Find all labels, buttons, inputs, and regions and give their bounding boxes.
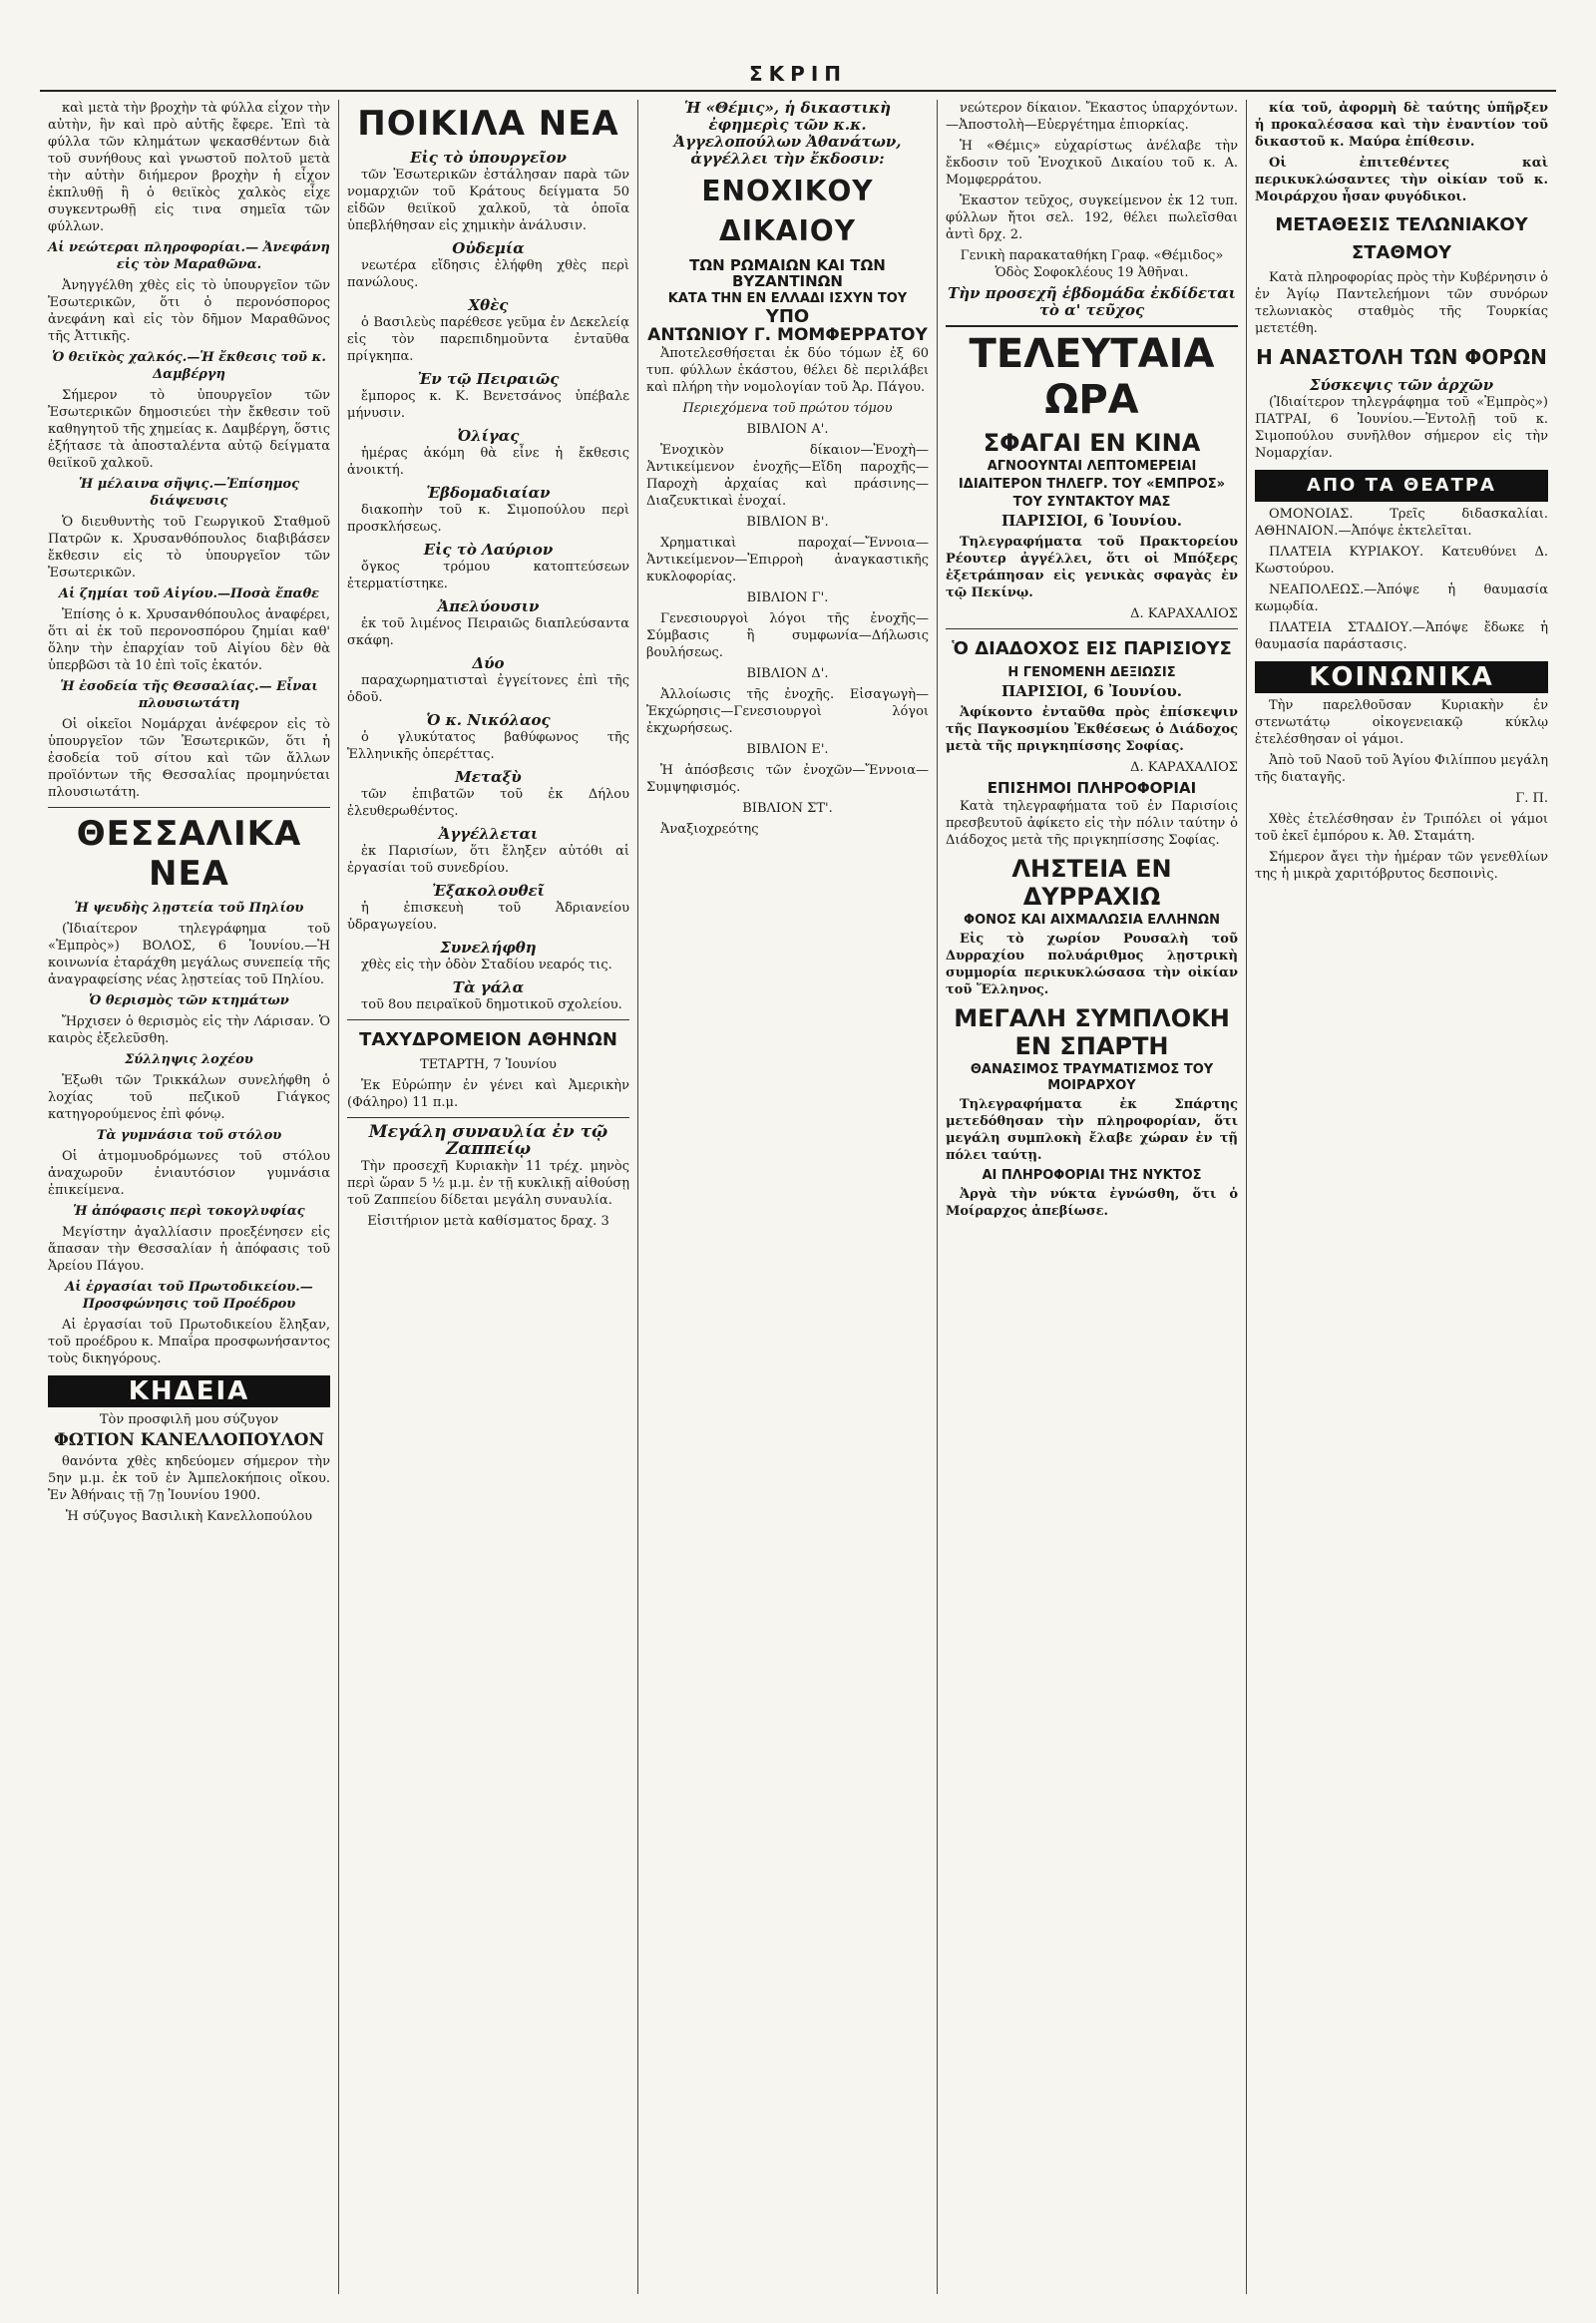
article-paragraph: Ἀποτελεσθήσεται ἐκ δύο τόμων ἐξ 60 τυπ. φύλλων ἑκάστου, θέλει δὲ περιλάβει καὶ πλήρη τὴν νομολογίαν τοῦ Ἀρ. Πάγου. xyxy=(646,346,929,395)
book-chapter: ΒΙΒΛΙΟΝ Α'. xyxy=(746,422,829,437)
article-paragraph: ΝΕΑΠΟΛΕΩΣ.—Ἀπόψε ἡ θαυμασία κωμῳδία. xyxy=(1255,582,1548,614)
article-heading: Ἡ ἀπόφασις περὶ τοκογλυφίας xyxy=(73,1204,305,1219)
article-heading: Αἱ νεώτεραι πληροφορίαι.— Ἀνεφάνη εἰς τὸν Μαραθῶνα. xyxy=(48,240,330,272)
theatres-title: ΑΠΟ ΤΑ ΘΕΑΤΡΑ xyxy=(1255,470,1548,502)
article-paragraph: Τὴν παρελθοῦσαν Κυριακὴν ἐν στενωτάτῳ οἰκογενειακῷ κύκλῳ ἐτελέσθησαν οἱ γάμοι. xyxy=(1255,698,1548,747)
article-paragraph: Ἐκαστον τεῦχος, συγκείμενον ἐκ 12 τυπ. φύλλων ἤτοι σελ. 192, θέλει πωλεῖσθαι ἀντὶ δρχ. 2. xyxy=(946,194,1238,242)
article-paragraph: Ἀφίκοντο ἐνταῦθα πρὸς ἐπίσκεψιν τῆς Παγκοσμίου Ἐκθέσεως ὁ Διάδοχος μετὰ τῆς πριγκηπίσσης Σοφίας. xyxy=(946,705,1238,754)
article-paragraph: ἐκ τοῦ λιμένος Πειραιῶς διαπλεύσαντα σκάφη. xyxy=(347,616,629,648)
article-paragraph: Ἀπὸ τοῦ Ναοῦ τοῦ Ἁγίου Φιλίππου μεγάλη τῆς διαταγῆς. xyxy=(1255,753,1548,785)
article-paragraph: ὄγκος τρόμου κατοπτεύσεων ἐτερματίστηκε. xyxy=(347,560,629,591)
contents-heading: Περιεχόμενα τοῦ πρώτου τόμου xyxy=(682,401,893,416)
article-heading: Ὁ κ. Νικόλαος xyxy=(426,711,551,729)
book-chapter: ΒΙΒΛΙΟΝ ΣΤ'. xyxy=(742,801,833,816)
article-heading: Σύσκεψις τῶν ἀρχῶν xyxy=(1309,376,1494,394)
article-paragraph: Ἀναξιοχρεότης xyxy=(660,822,759,837)
article-paragraph: Χρηματικαὶ παροχαί—Ἔννοια—Ἀντικείμενον—Ἐπιρροὴ ἀναγκαστικῆς κυκλοφορίας. xyxy=(646,536,929,584)
article-heading: Ἑβδομαδιαίαν xyxy=(426,484,551,502)
subheadline: ΦΟΝΟΣ ΚΑΙ ΑΙΧΜΑΛΩΣΙΑ ΕΛΛΗΝΩΝ xyxy=(964,913,1220,928)
article-paragraph: Γενεσιουργοὶ λόγοι τῆς ἐνοχῆς—Σύμβασις ἢ συμφωνία—Δήλωσις βουλήσεως. xyxy=(646,611,929,660)
article-paragraph: Μεγίστην ἀγαλλίασιν προεξένησεν εἰς ἅπασαν τὴν Θεσσαλίαν ἡ ἀπόφασις τοῦ Ἀρείου Πάγου. xyxy=(48,1225,330,1274)
book-chapter: ΒΙΒΛΙΟΝ Γ'. xyxy=(746,590,829,605)
headline-sparta: ΜΕΓΑΛΗ ΣΥΜΠΛΟΚΗ ΕΝ ΣΠΑΡΤΗ xyxy=(954,1004,1230,1060)
article-paragraph: νεώτερον δίκαιον. Ἔκαστος ὑπαρχόντων.—Ἀποστολὴ—Εὐεργέτημα ἐπιορκίας. xyxy=(946,101,1238,133)
divider xyxy=(347,1117,629,1118)
article-heading: Ὀλίγας xyxy=(457,427,520,445)
article-paragraph: Ἡ ἀπόσβεσις τῶν ἐνοχῶν—Ἔννοια—Συμψηφισμός. xyxy=(646,763,929,795)
article-paragraph: ΟΜΟΝΟΙΑΣ. Τρεῖς διδασκαλίαι. ΑΘΗΝΑΙΟΝ.—Ἀπόψε ἐκτελεῖται. xyxy=(1255,507,1548,539)
article-heading: Ὁ θειϊκὸς χαλκός.—Ἡ ἔκθεσις τοῦ κ. Δαμβέργη xyxy=(52,350,326,382)
headline-customs: ΜΕΤΑΘΕΣΙΣ ΤΕΛΩΝΙΑΚΟΥ ΣΤΑΘΜΟΥ xyxy=(1275,214,1528,263)
article-paragraph: ἡμέρας ἀκόμη θὰ εἶνε ἡ ἔκθεσις ἀνοικτή. xyxy=(347,446,629,478)
subheadline: ΑΓΝΟΟΥΝΤΑΙ ΛΕΠΤΟΜΕΡΕΙΑΙ xyxy=(987,459,1197,474)
article-paragraph: Εἰς τὸ χωρίον Ρουσαλὴ τοῦ Δυρραχίου πολυάριθμος λῃστρικὴ συμμορία περικυκλώσασα τὴν οἰκίαν τοῦ Ἕλληνος. xyxy=(946,932,1238,997)
article-paragraph: Σήμερον ἄγει τὴν ἡμέραν τῶν γενεθλίων της ἡ μικρὰ χαριτόβρυτος δεσποινὶς. xyxy=(1255,850,1548,882)
masthead-strip: ΣΚΡΙΠ xyxy=(40,60,1556,92)
article-paragraph: ἔμπορος κ. Κ. Βενετσάνος ὑπέβαλε μήνυσιν. xyxy=(347,389,629,421)
subheadline: Η ΓΕΝΟΜΕΝΗ ΔΕΞΙΩΣΙΣ xyxy=(1007,665,1176,680)
book-chapter: ΒΙΒΛΙΟΝ Δ'. xyxy=(746,666,829,681)
article-paragraph: καὶ μετὰ τὴν βροχὴν τὰ φύλλα εἶχον τὴν αὐτὴν, ἣν καὶ πρὸ αὐτῆς ἔφερε. Ἐπὶ τὰ φύλλα τῶν κλημάτων ψεκασθέντων διὰ τοῦ συνήθους καὶ γνωστοῦ πολτοῦ μετὰ τὴν αὐτὴν διήμερον βροχὴν ἡ εἶχον ἐκπλυθῇ ἢ ὁ θειϊκὸς χαλκὸς εἶχε συγκεντρωθῇ εἰς τινα σημεῖα τῶν φύλλων. xyxy=(48,101,330,234)
column-1 xyxy=(40,100,339,2294)
subheadline: ΙΔΙΑΙΤΕΡΟΝ ΤΗΛΕΓΡ. ΤΟΥ «ΕΜΠΡΟΣ» xyxy=(958,477,1226,492)
concert-price: Εἰσιτήριον μετὰ καθίσματος δραχ. 3 xyxy=(367,1214,609,1229)
article-paragraph: Οἱ ἐπιτεθέντες καὶ περικυκλώσαντες τὴν οἰκίαν τοῦ κ. Μοιράρχου ἦσαν φυγόδικοι. xyxy=(1255,156,1548,204)
article-paragraph: Ἡ «Θέμις» εὐχαρίστως ἀνέλαβε τὴν ἔκδοσιν τοῦ Ἐνοχικοῦ Δικαίου τοῦ κ. Α. Μομφερράτου. xyxy=(946,139,1238,188)
signature: Δ. ΚΑΡΑΧΑΛΙΟΣ xyxy=(1130,760,1238,775)
article-heading: Εἰς τὸ Λαύριον xyxy=(423,541,554,559)
funeral-signature: Ἡ σύζυγος Βασιλικὴ Κανελλοπούλου xyxy=(65,1509,313,1524)
concert-text: Τὴν προσεχῆ Κυριακὴν 11 τρέχ. μηνὸς περὶ ὥραν 5 ½ μ.μ. ἐν τῇ κυκλικῇ αἰθούσῃ τοῦ Ζαππείου δίδεται μεγάλη συναυλία. xyxy=(347,1159,629,1208)
divider xyxy=(347,1019,629,1020)
subheadline: ΑΙ ΠΛΗΡΟΦΟΡΙΑΙ ΤΗΣ ΝΥΚΤΟΣ xyxy=(982,1168,1202,1183)
postal-title: ΤΑΧΥΔΡΟΜΕΙΟΝ ΑΘΗΝΩΝ xyxy=(359,1029,617,1050)
social-title: ΚΟΙΝΩΝΙΚΑ xyxy=(1255,661,1548,693)
article-paragraph: κία τοῦ, ἀφορμὴ δὲ ταύτης ὑπῆρξεν ἡ προκαλέσασα καὶ τὴν ἐναντίον τοῦ δικαστοῦ κ. Μαύρα ἐπίθεσιν. xyxy=(1255,101,1548,150)
article-paragraph: χθὲς εἰς τὴν ὁδὸν Σταδίου νεαρός τις. xyxy=(361,958,612,972)
article-paragraph: ἡ ἐπισκευὴ τοῦ Ἀδριανείου ὑδραγωγείου. xyxy=(347,901,629,933)
divider xyxy=(48,807,330,808)
article-heading: Χθὲς xyxy=(468,296,509,314)
article-paragraph: Τηλεγραφήματα ἐκ Σπάρτης μετεδόθησαν τὴν πληροφορίαν, ὅτι μεγάλη συμπλοκὴ ἔλαβε χώραν ἐν τῇ πόλει ταύτῃ. xyxy=(946,1097,1238,1163)
article-paragraph: τῶν Ἐσωτερικῶν ἐστάλησαν παρὰ τῶν νομαρχιῶν τοῦ Κράτους δείγματα 50 εἰδῶν θειϊκοῦ χαλκοῦ, τὰ ὁποῖα ὑπεβλήθησαν εἰς χημικὴν ἀνάλυσιν. xyxy=(347,168,629,233)
book-by: ΥΠΟ xyxy=(765,306,810,327)
subheadline: ΘΑΝΑΣΙΜΟΣ ΤΡΑΥΜΑΤΙΣΜΟΣ ΤΟΥ ΜΟΙΡΑΡΧΟΥ xyxy=(970,1062,1214,1093)
headline-china: ΣΦΑΓΑΙ ΕΝ ΚΙΝΑ xyxy=(983,429,1201,457)
book-author: ΑΝΤΩΝΙΟΥ Γ. ΜΟΜΦΕΡΡΑΤΟΥ xyxy=(647,325,928,345)
article-paragraph: παραχωρηματισταὶ ἐγγείτονες ἐπὶ τῆς ὁδοῦ. xyxy=(347,673,629,705)
article-heading: Τὰ γυμνάσια τοῦ στόλου xyxy=(96,1128,282,1143)
concert-title: Μεγάλη συναυλία ἐν τῷ Ζαππείῳ xyxy=(368,1122,608,1159)
headline-durres: ΛΗΣΤΕΙΑ ΕΝ ΔΥΡΡΑΧΙΩ xyxy=(1011,855,1172,911)
article-heading: Δύο xyxy=(472,654,505,672)
book-chapter: ΒΙΒΛΙΟΝ Ε'. xyxy=(746,742,829,757)
article-heading: Ὁ θερισμὸς τῶν κτημάτων xyxy=(89,993,289,1008)
headline-successor: Ὁ ΔΙΑΔΟΧΟΣ ΕΙΣ ΠΑΡΙΣΙΟΥΣ xyxy=(952,638,1232,659)
article-paragraph: Ἐξωθι τῶν Τρικκάλων συνελήφθη ὁ λοχίας τοῦ πεζικοῦ Γιάγκος κατηγορούμενος ἐπὶ φόνῳ. xyxy=(48,1073,330,1122)
subheadline: ΤΟΥ ΣΥΝΤΑΚΤΟΥ ΜΑΣ xyxy=(1012,495,1171,510)
column-4 xyxy=(938,100,1247,2294)
newspaper-page xyxy=(40,60,1556,2304)
article-paragraph: (Ἰδιαίτερον τηλεγράφημα τοῦ «Ἐμπρὸς») ΒΟΛΟΣ, 6 Ἰουνίου.—Ἡ κοινωνία ἐταράχθη μεγάλως συνεπείᾳ τῆς ἀναγραφείσης νέας λῃστείας τοῦ Πηλίου. xyxy=(48,922,330,987)
article-paragraph: νεωτέρα εἴδησις ἐλήφθη χθὲς περὶ πανώλους. xyxy=(347,258,629,290)
dateline: ΠΑΡΙΣΙΟΙ, 6 Ἰουνίου. xyxy=(1000,512,1183,530)
article-paragraph: Ἀνηγγέλθη χθὲς εἰς τὸ ὑπουργεῖον τῶν Ἐσωτερικῶν, ὅτι ὁ περονόσπορος ἀνεφάνη καὶ εἰς τὸν δῆμον Μαραθῶνος τῆς Ἀττικῆς. xyxy=(48,278,330,344)
book-subtitle: ΚΑΤΑ ΤΗΝ ΕΝ ΕΛΛΑΔΙ ΙΣΧΥΝ ΤΟΥ xyxy=(667,291,908,306)
article-paragraph: Χθὲς ἐτελέσθησαν ἐν Τριπόλει οἱ γάμοι τοῦ ἐκεῖ ἐμπόρου κ. Ἀθ. Σταμάτη. xyxy=(1255,812,1548,844)
article-paragraph: ὁ Βασιλεὺς παρέθεσε γεῦμα ἐν Δεκελείᾳ εἰς τὸν παρεπιδημοῦντα ἐνταῦθα πρίγκηπα. xyxy=(347,315,629,364)
article-heading: Ἡ μέλαινα σῆψις.—Ἐπίσημος διάψευσις xyxy=(78,477,299,509)
article-paragraph: Σήμερον τὸ ὑπουργεῖον τῶν Ἐσωτερικῶν δημοσιεύει τὴν ἔκθεσιν τοῦ καθηγητοῦ τῆς χημείας κ. Δαμβέργη, ὅστις ἐξήτασε τὰ ἀποσταλέντα αὐτῷ δείγματα θειϊκοῦ χαλκοῦ. xyxy=(48,388,330,471)
article-paragraph: Ἀλλοίωσις τῆς ἐνοχῆς. Εἰσαγωγὴ—Ἐκχώρησις—Γενεσιουργοὶ λόγοι ἐκχωρήσεως. xyxy=(646,687,929,736)
article-paragraph: τῶν ἐπιβατῶν τοῦ ἐκ Δήλου ἐλευθερωθέντος. xyxy=(347,787,629,819)
announcement-intro: Ἡ «Θέμις», ἡ δικαστικὴ ἐφημερὶς τῶν κ.κ. Ἀγγελοπούλων Ἀθανάτων, ἀγγέλλει τὴν ἔκδοσιν: xyxy=(673,100,902,168)
funeral-text: θανόντα χθὲς κηδεύομεν σήμερον τὴν 5ην μ.μ. ἐκ τοῦ ἐν Ἀμπελοκήποις οἴκου. Ἐν Ἀθήναις τῇ 7ῃ Ἰουνίου 1900. xyxy=(48,1454,330,1503)
article-heading: Αἱ ζημίαι τοῦ Αἰγίου.—Ποσὰ ἔπαθε xyxy=(58,586,320,601)
article-paragraph: ΠΛΑΤΕΙΑ ΚΥΡΙΑΚΟΥ. Κατευθύνει Δ. Κωστούρου. xyxy=(1255,545,1548,577)
signature: Γ. Π. xyxy=(1515,791,1548,806)
postal-date: ΤΕΤΑΡΤΗ, 7 Ἰουνίου xyxy=(420,1057,557,1072)
article-paragraph: Οἱ ἀτμομυοδρόμωνες τοῦ στόλου ἀναχωροῦν ἐνιαυτόσιον γυμνάσια ἐπικείμενα. xyxy=(48,1149,330,1198)
headline-taxes: Η ΑΝΑΣΤΟΛΗ ΤΩΝ ΦΟΡΩΝ xyxy=(1256,345,1547,369)
article-heading: Ἡ ψευδὴς λῃστεία τοῦ Πηλίου xyxy=(74,901,304,916)
book-subtitle: ΤΩΝ ΡΩΜΑΙΩΝ ΚΑΙ ΤΩΝ ΒΥΖΑΝΤΙΝΩΝ xyxy=(689,256,886,290)
article-paragraph: ΠΛΑΤΕΙΑ ΣΤΑΔΙΟΥ.—Ἀπόψε ἔδωκε ἡ θαυμασία παράστασις. xyxy=(1255,620,1548,652)
book-title: ΕΝΟΧΙΚΟΥ ΔΙΚΑΙΟΥ xyxy=(701,175,874,247)
article-heading: Ἡ ἐσοδεία τῆς Θεσσαλίας.— Εἶναι πλουσιωτάτη xyxy=(60,679,318,711)
article-heading: Εἰς τὸ ὑπουργεῖον xyxy=(410,149,567,167)
article-paragraph: Οἱ οἰκεῖοι Νομάρχαι ἀνέφερον εἰς τὸ ὑπουργεῖον τῶν Ἐσωτερικῶν, ὅτι ἡ ἐσοδεία τοῦ σίτου καὶ τῶν ἄλλων προϊόντων τῆς Θεσσαλίας προμηνύεται πλουσιωτάτη. xyxy=(48,717,330,800)
postal-text: Ἐκ Εὐρώπην ἐν γένει καὶ Ἀμερικὴν (Φάληρο) 11 π.μ. xyxy=(347,1078,629,1110)
article-paragraph: Ἐνοχικὸν δίκαιον—Ἐνοχὴ—Ἀντικείμενον ἐνοχῆς—Εἴδη παροχῆς—Παροχὴ ἀρχαίας καὶ πράσινης—Διαζευκτικαὶ ἐνοχαί. xyxy=(646,443,929,509)
article-heading: Συνελήφθη xyxy=(440,939,537,957)
article-heading: Ἐν τῷ Πειραιῶς xyxy=(417,370,560,388)
section-title-thessalika: ΘΕΣΣΑΛΙΚΑ ΝΕΑ xyxy=(76,814,302,894)
article-paragraph: Ἤρχισεν ὁ θερισμὸς εἰς τὴν Λάρισαν. Ὁ καιρὸς ἐξελεῦσθη. xyxy=(48,1014,330,1046)
funeral-text: Τὸν προσφιλῆ μου σύζυγον xyxy=(99,1412,279,1427)
article-heading: Μεταξὺ xyxy=(455,768,522,786)
column-3 xyxy=(638,100,938,2294)
article-paragraph: (Ἰδιαίτερον τηλεγράφημα τοῦ «Ἐμπρὸς») ΠΑΤΡΑΙ, 6 Ἰουνίου.—Ἐντολῇ τοῦ κ. Σιμοπούλου συνῆλθον σήμερον εἰς τὴν Νομαρχίαν. xyxy=(1255,395,1548,461)
article-paragraph: Αἱ ἐργασίαι τοῦ Πρωτοδικείου ἔληξαν, τοῦ προέδρου κ. Μπαΐρα προσφωνήσαντος τοὺς δικηγόρους. xyxy=(48,1318,330,1366)
article-paragraph: Τηλεγραφήματα τοῦ Πρακτορείου Ρέουτερ ἀγγέλλει, ὅτι οἱ Μπόξερς ἐξετράπησαν εἰς γενικὰς σφαγὰς ἐν τῷ Πεκίνῳ. xyxy=(946,535,1238,600)
section-title-last-hour: ΤΕΛΕΥΤΑΙΑ ΩΡΑ xyxy=(946,325,1238,423)
section-title-poikila: ΠΟΙΚΙΛΑ ΝΕΑ xyxy=(357,104,619,144)
article-heading: Αἱ ἐργασίαι τοῦ Πρωτοδικείου.—Προσφώνησις τοῦ Προέδρου xyxy=(65,1280,313,1312)
article-paragraph: Κατὰ πληροφορίας πρὸς τὴν Κυβέρνησιν ὁ ἐν Ἁγίῳ Παντελεήμονι τῶν συνόρων τελωνιακὸς σταθμὸς τῆς Τουρκίας μετετέθη. xyxy=(1255,270,1548,336)
article-paragraph: Κατὰ τηλεγραφήματα τοῦ ἐν Παρισίοις πρεσβευτοῦ ἀφίκετο εἰς τὴν πόλιν ταύτην ὁ Διάδοχος μετὰ τῆς πριγκηπίσσης Σοφίας. xyxy=(946,799,1238,848)
article-paragraph: ὁ γλυκύτατος βαθύφωνος τῆς Ἑλληνικῆς ὀπερέττας. xyxy=(347,730,629,762)
article-paragraph: διακοπὴν τοῦ κ. Σιμοπούλου περὶ προσκλήσεως. xyxy=(347,503,629,535)
official-info-title: ΕΠΙΣΗΜΟΙ ΠΛΗΡΟΦΟΡΙΑΙ xyxy=(987,779,1197,797)
funeral-name: ΦΩΤΙΟΝ ΚΑΝΕΛΛΟΠΟΥΛΟΝ xyxy=(54,1430,324,1450)
article-heading: Σύλληψις λοχέου xyxy=(125,1052,253,1067)
article-paragraph: Ἐπίσης ὁ κ. Χρυσανθόπουλος ἀναφέρει, ὅτι αἱ ἐκ τοῦ περονοσπόρου ζημίαι καθ' ὅλην τὴν ἐπαρχίαν τοῦ Αἰγίου δὲν θὰ ὑπερβῶσι τὰ 10 ἐπὶ τοῖς ἑκατόν. xyxy=(48,607,330,673)
dateline: ΠΑΡΙΣΙΟΙ, 6 Ἰουνίου. xyxy=(1000,682,1183,700)
article-paragraph: τοῦ 8ου πειραϊκοῦ δημοτικοῦ σχολείου. xyxy=(361,997,622,1012)
article-paragraph: Ὁ διευθυντὴς τοῦ Γεωργικοῦ Σταθμοῦ Πατρῶν κ. Χρυσανθόπουλος διαβιβάσεν ἔκθεσιν εἰς τὸ ὑπουργεῖον τῶν Ἐσωτερικῶν. xyxy=(48,515,330,581)
article-heading: Ἐξακολουθεῖ xyxy=(432,882,545,900)
column-2 xyxy=(339,100,638,2294)
article-heading: Οὐδεμία xyxy=(452,239,525,257)
funeral-notice-title: ΚΗΔΕΙΑ xyxy=(48,1375,330,1407)
article-heading: Ἀγγέλλεται xyxy=(438,825,539,843)
book-chapter: ΒΙΒΛΙΟΝ Β'. xyxy=(746,515,829,530)
article-heading: Τὰ γάλα xyxy=(452,978,525,996)
signature: Δ. ΚΑΡΑΧΑΛΙΟΣ xyxy=(1130,606,1238,621)
notice: Τὴν προσεχῆ ἑβδομάδα ἐκδίδεται τὸ α' τεῦχος xyxy=(948,284,1236,319)
article-heading: Ἀπελύουσιν xyxy=(437,597,540,615)
article-paragraph: Ἀργὰ τὴν νύκτα ἐγνώσθη, ὅτι ὁ Μοίραρχος ἀπεβίωσε. xyxy=(946,1187,1238,1219)
column-5 xyxy=(1247,100,1556,2294)
article-paragraph: Γενικὴ παρακαταθήκη Γραφ. «Θέμιδος» Ὁδὸς Σοφοκλέους 19 Ἀθῆναι. xyxy=(960,248,1224,280)
article-paragraph: ἐκ Παρισίων, ὅτι ἔληξεν αὐτόθι αἱ ἐργασίαι τοῦ συνεδρίου. xyxy=(347,844,629,876)
divider xyxy=(946,628,1238,629)
